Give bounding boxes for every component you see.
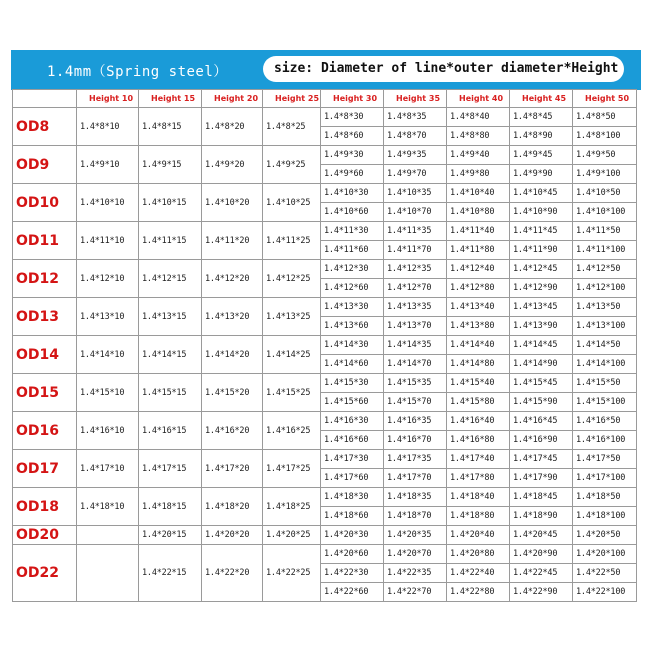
table-cell: 1.4*16*10 <box>77 412 139 450</box>
od-label: OD14 <box>13 336 77 374</box>
table-cell: 1.4*12*30 <box>321 260 384 279</box>
od-label: OD11 <box>13 222 77 260</box>
table-cell: 1.4*10*10 <box>77 184 139 222</box>
table-cell: 1.4*15*70 <box>384 393 447 412</box>
table-cell: 1.4*12*60 <box>321 279 384 298</box>
table-cell <box>77 545 139 602</box>
table-cell: 1.4*17*35 <box>384 450 447 469</box>
table-cell: 1.4*15*15 <box>139 374 202 412</box>
header-height-50: Height 50 <box>573 90 637 108</box>
table-cell: 1.4*16*45 <box>510 412 573 431</box>
table-cell: 1.4*11*90 <box>510 241 573 260</box>
table-cell: 1.4*9*10 <box>77 146 139 184</box>
table-row <box>13 545 637 564</box>
table-cell: 1.4*15*10 <box>77 374 139 412</box>
table-cell: 1.4*18*35 <box>384 488 447 507</box>
table-cell: 1.4*20*25 <box>263 526 321 545</box>
table-cell: 1.4*9*100 <box>573 165 637 184</box>
table-cell: 1.4*18*50 <box>573 488 637 507</box>
table-row <box>13 526 637 545</box>
table-cell: 1.4*14*40 <box>447 336 510 355</box>
od-label: OD18 <box>13 488 77 526</box>
table-cell: 1.4*9*35 <box>384 146 447 165</box>
table-row <box>13 108 637 127</box>
table-cell: 1.4*22*45 <box>510 564 573 583</box>
table-cell: 1.4*11*30 <box>321 222 384 241</box>
table-cell: 1.4*18*40 <box>447 488 510 507</box>
table-cell: 1.4*17*10 <box>77 450 139 488</box>
table-cell: 1.4*17*45 <box>510 450 573 469</box>
table-cell: 1.4*14*20 <box>202 336 263 374</box>
table-cell: 1.4*18*45 <box>510 488 573 507</box>
table-cell: 1.4*9*80 <box>447 165 510 184</box>
table-cell: 1.4*15*50 <box>573 374 637 393</box>
table-cell: 1.4*13*80 <box>447 317 510 336</box>
table-cell: 1.4*10*80 <box>447 203 510 222</box>
table-cell: 1.4*20*45 <box>510 526 573 545</box>
table-cell: 1.4*13*70 <box>384 317 447 336</box>
table-cell: 1.4*13*60 <box>321 317 384 336</box>
table-cell: 1.4*20*60 <box>321 545 384 564</box>
table-cell: 1.4*8*15 <box>139 108 202 146</box>
table-cell: 1.4*17*15 <box>139 450 202 488</box>
od-label: OD22 <box>13 545 77 602</box>
table-cell: 1.4*8*100 <box>573 127 637 146</box>
table-cell: 1.4*9*50 <box>573 146 637 165</box>
header-height-35: Height 35 <box>384 90 447 108</box>
od-label: OD16 <box>13 412 77 450</box>
header-row <box>13 90 637 108</box>
table-cell: 1.4*11*100 <box>573 241 637 260</box>
table-cell: 1.4*15*30 <box>321 374 384 393</box>
table-cell: 1.4*11*10 <box>77 222 139 260</box>
table-row <box>13 298 637 317</box>
table-cell: 1.4*12*20 <box>202 260 263 298</box>
table-cell: 1.4*14*10 <box>77 336 139 374</box>
od-label: OD17 <box>13 450 77 488</box>
table-cell: 1.4*20*50 <box>573 526 637 545</box>
table-cell: 1.4*13*90 <box>510 317 573 336</box>
header-height-25: Height 25 <box>263 90 321 108</box>
table-cell: 1.4*14*70 <box>384 355 447 374</box>
table-cell: 1.4*9*90 <box>510 165 573 184</box>
table-cell: 1.4*15*100 <box>573 393 637 412</box>
table-cell: 1.4*22*90 <box>510 583 573 602</box>
header-height-15: Height 15 <box>139 90 202 108</box>
table-cell: 1.4*13*10 <box>77 298 139 336</box>
table-cell: 1.4*8*20 <box>202 108 263 146</box>
table-cell: 1.4*12*50 <box>573 260 637 279</box>
table-cell: 1.4*18*80 <box>447 507 510 526</box>
header-height-20: Height 20 <box>202 90 263 108</box>
od-label: OD13 <box>13 298 77 336</box>
banner-title: 1.4mm（Spring steel） <box>47 64 228 80</box>
header-height-40: Height 40 <box>447 90 510 108</box>
table-cell: 1.4*11*45 <box>510 222 573 241</box>
table-cell: 1.4*12*90 <box>510 279 573 298</box>
table-cell: 1.4*16*15 <box>139 412 202 450</box>
table-cell: 1.4*10*60 <box>321 203 384 222</box>
table-row <box>13 184 637 203</box>
table-row <box>13 222 637 241</box>
table-cell: 1.4*20*15 <box>139 526 202 545</box>
table-cell: 1.4*8*25 <box>263 108 321 146</box>
table-cell: 1.4*11*35 <box>384 222 447 241</box>
table-cell: 1.4*10*30 <box>321 184 384 203</box>
table-cell: 1.4*16*25 <box>263 412 321 450</box>
table-row <box>13 374 637 393</box>
table-cell: 1.4*15*45 <box>510 374 573 393</box>
table-cell: 1.4*20*90 <box>510 545 573 564</box>
table-cell: 1.4*9*20 <box>202 146 263 184</box>
table-cell: 1.4*8*60 <box>321 127 384 146</box>
table-row <box>13 412 637 431</box>
table-cell: 1.4*13*15 <box>139 298 202 336</box>
table-cell: 1.4*10*20 <box>202 184 263 222</box>
table-cell: 1.4*13*30 <box>321 298 384 317</box>
table-cell: 1.4*15*80 <box>447 393 510 412</box>
table-cell: 1.4*14*50 <box>573 336 637 355</box>
table-cell: 1.4*22*60 <box>321 583 384 602</box>
table-cell: 1.4*12*35 <box>384 260 447 279</box>
od-label: OD9 <box>13 146 77 184</box>
table-row <box>13 450 637 469</box>
table-cell: 1.4*15*90 <box>510 393 573 412</box>
table-cell: 1.4*20*35 <box>384 526 447 545</box>
table-cell: 1.4*20*40 <box>447 526 510 545</box>
table-cell: 1.4*22*35 <box>384 564 447 583</box>
table-cell: 1.4*15*35 <box>384 374 447 393</box>
table-cell: 1.4*8*45 <box>510 108 573 127</box>
table-cell: 1.4*9*40 <box>447 146 510 165</box>
table-cell: 1.4*10*35 <box>384 184 447 203</box>
table-cell: 1.4*11*70 <box>384 241 447 260</box>
table-cell: 1.4*17*60 <box>321 469 384 488</box>
table-cell: 1.4*14*15 <box>139 336 202 374</box>
od-label: OD20 <box>13 526 77 545</box>
table-cell: 1.4*13*20 <box>202 298 263 336</box>
table-cell: 1.4*8*10 <box>77 108 139 146</box>
table-cell: 1.4*14*30 <box>321 336 384 355</box>
table-cell: 1.4*10*15 <box>139 184 202 222</box>
table-cell: 1.4*9*25 <box>263 146 321 184</box>
table-cell: 1.4*12*25 <box>263 260 321 298</box>
table-cell: 1.4*8*70 <box>384 127 447 146</box>
od-label: OD15 <box>13 374 77 412</box>
table-cell: 1.4*11*50 <box>573 222 637 241</box>
table-cell: 1.4*16*50 <box>573 412 637 431</box>
table-cell: 1.4*20*80 <box>447 545 510 564</box>
table-cell: 1.4*14*60 <box>321 355 384 374</box>
table-cell: 1.4*16*35 <box>384 412 447 431</box>
table-cell: 1.4*22*100 <box>573 583 637 602</box>
table-cell: 1.4*17*90 <box>510 469 573 488</box>
table-cell: 1.4*13*25 <box>263 298 321 336</box>
table-cell: 1.4*11*80 <box>447 241 510 260</box>
table-cell: 1.4*20*100 <box>573 545 637 564</box>
table-cell: 1.4*22*20 <box>202 545 263 602</box>
table-cell: 1.4*15*40 <box>447 374 510 393</box>
table-cell: 1.4*8*30 <box>321 108 384 127</box>
od-label: OD10 <box>13 184 77 222</box>
table-cell: 1.4*17*70 <box>384 469 447 488</box>
table-cell: 1.4*22*15 <box>139 545 202 602</box>
table-cell: 1.4*13*50 <box>573 298 637 317</box>
table-cell: 1.4*17*100 <box>573 469 637 488</box>
table-cell: 1.4*22*30 <box>321 564 384 583</box>
table-cell: 1.4*14*45 <box>510 336 573 355</box>
table-cell: 1.4*12*15 <box>139 260 202 298</box>
table-cell: 1.4*16*80 <box>447 431 510 450</box>
table-row <box>13 488 637 507</box>
table-cell: 1.4*14*90 <box>510 355 573 374</box>
header-height-30: Height 30 <box>321 90 384 108</box>
spring-spec-table <box>12 89 637 602</box>
table-cell: 1.4*18*10 <box>77 488 139 526</box>
table-cell: 1.4*13*100 <box>573 317 637 336</box>
od-label: OD12 <box>13 260 77 298</box>
table-row <box>13 260 637 279</box>
table-cell: 1.4*9*15 <box>139 146 202 184</box>
table-cell <box>77 526 139 545</box>
table-cell: 1.4*17*50 <box>573 450 637 469</box>
table-cell: 1.4*16*40 <box>447 412 510 431</box>
table-cell: 1.4*11*25 <box>263 222 321 260</box>
table-cell: 1.4*10*45 <box>510 184 573 203</box>
table-cell: 1.4*8*90 <box>510 127 573 146</box>
table-cell: 1.4*18*15 <box>139 488 202 526</box>
table-cell: 1.4*8*50 <box>573 108 637 127</box>
table-cell: 1.4*11*40 <box>447 222 510 241</box>
table-cell: 1.4*12*70 <box>384 279 447 298</box>
title-banner <box>11 50 641 90</box>
table-cell: 1.4*22*25 <box>263 545 321 602</box>
table-cell: 1.4*12*40 <box>447 260 510 279</box>
table-cell: 1.4*16*100 <box>573 431 637 450</box>
size-note: size: Diameter of line*outer diameter*Height <box>274 61 619 76</box>
table-cell: 1.4*9*70 <box>384 165 447 184</box>
table-cell: 1.4*10*100 <box>573 203 637 222</box>
table-cell: 1.4*16*70 <box>384 431 447 450</box>
table-cell: 1.4*22*40 <box>447 564 510 583</box>
table-cell: 1.4*20*70 <box>384 545 447 564</box>
table-cell: 1.4*14*35 <box>384 336 447 355</box>
table-cell: 1.4*11*15 <box>139 222 202 260</box>
table-cell: 1.4*13*35 <box>384 298 447 317</box>
table-cell: 1.4*9*30 <box>321 146 384 165</box>
table-cell: 1.4*18*20 <box>202 488 263 526</box>
table-cell: 1.4*10*70 <box>384 203 447 222</box>
table-cell: 1.4*18*60 <box>321 507 384 526</box>
header-corner <box>13 90 77 108</box>
table-row <box>13 146 637 165</box>
table-cell: 1.4*13*45 <box>510 298 573 317</box>
table-cell: 1.4*12*45 <box>510 260 573 279</box>
table-cell: 1.4*9*45 <box>510 146 573 165</box>
table-cell: 1.4*11*60 <box>321 241 384 260</box>
table-cell: 1.4*18*25 <box>263 488 321 526</box>
table-cell: 1.4*12*10 <box>77 260 139 298</box>
table-cell: 1.4*13*40 <box>447 298 510 317</box>
table-cell: 1.4*8*80 <box>447 127 510 146</box>
table-cell: 1.4*17*25 <box>263 450 321 488</box>
table-cell: 1.4*10*40 <box>447 184 510 203</box>
table-cell: 1.4*15*20 <box>202 374 263 412</box>
table-cell: 1.4*11*20 <box>202 222 263 260</box>
table-cell: 1.4*14*80 <box>447 355 510 374</box>
table-cell: 1.4*14*25 <box>263 336 321 374</box>
table-cell: 1.4*22*70 <box>384 583 447 602</box>
table-row <box>13 336 637 355</box>
table-cell: 1.4*22*50 <box>573 564 637 583</box>
table-cell: 1.4*15*25 <box>263 374 321 412</box>
table-cell: 1.4*17*20 <box>202 450 263 488</box>
table-cell: 1.4*8*35 <box>384 108 447 127</box>
table-cell: 1.4*17*30 <box>321 450 384 469</box>
table-cell: 1.4*16*30 <box>321 412 384 431</box>
table-cell: 1.4*10*25 <box>263 184 321 222</box>
header-height-10: Height 10 <box>77 90 139 108</box>
table-cell: 1.4*18*100 <box>573 507 637 526</box>
od-label: OD8 <box>13 108 77 146</box>
table-cell: 1.4*9*60 <box>321 165 384 184</box>
table-cell: 1.4*15*60 <box>321 393 384 412</box>
table-cell: 1.4*12*100 <box>573 279 637 298</box>
table-cell: 1.4*22*80 <box>447 583 510 602</box>
table-cell: 1.4*17*80 <box>447 469 510 488</box>
table-cell: 1.4*10*90 <box>510 203 573 222</box>
table-cell: 1.4*12*80 <box>447 279 510 298</box>
table-cell: 1.4*10*50 <box>573 184 637 203</box>
table-cell: 1.4*16*20 <box>202 412 263 450</box>
table-cell: 1.4*16*60 <box>321 431 384 450</box>
size-note-pill <box>263 56 624 82</box>
table-cell: 1.4*18*70 <box>384 507 447 526</box>
table-cell: 1.4*14*100 <box>573 355 637 374</box>
table-cell: 1.4*20*20 <box>202 526 263 545</box>
table-cell: 1.4*16*90 <box>510 431 573 450</box>
table-cell: 1.4*20*30 <box>321 526 384 545</box>
table-cell: 1.4*17*40 <box>447 450 510 469</box>
table-cell: 1.4*8*40 <box>447 108 510 127</box>
header-height-45: Height 45 <box>510 90 573 108</box>
table-cell: 1.4*18*30 <box>321 488 384 507</box>
table-cell: 1.4*18*90 <box>510 507 573 526</box>
